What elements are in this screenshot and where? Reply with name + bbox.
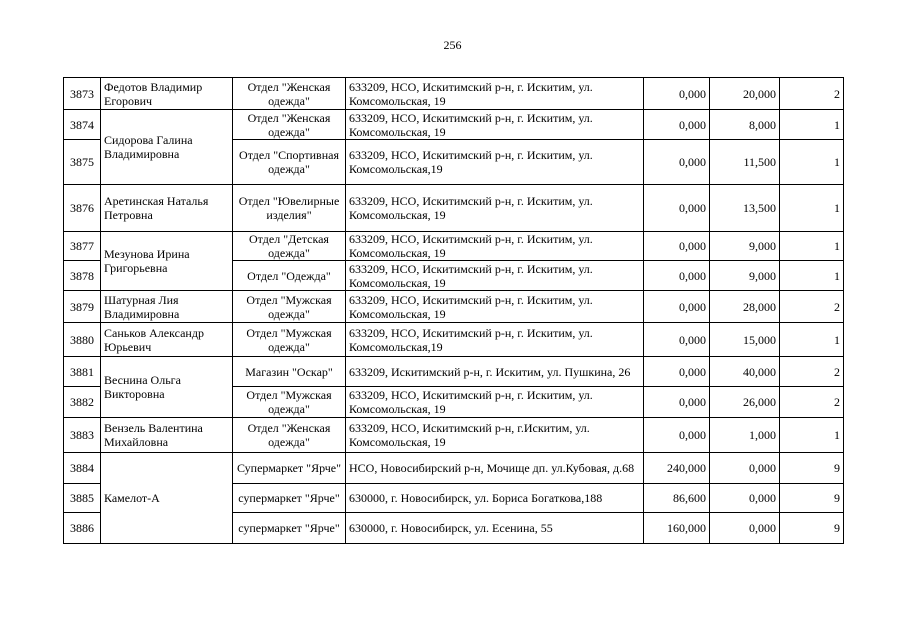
address: 633209, НСО, Искитимский р-н, г.Искитим, ул. Комсомольская, 19: [346, 418, 644, 453]
value-1: 86,600: [644, 484, 710, 513]
department: Отдел "Спортивная одежда": [233, 140, 346, 185]
address: 630000, г. Новосибирск, ул. Бориса Богаткова,188: [346, 484, 644, 513]
person-name: Аретинская Наталья Петровна: [101, 185, 233, 232]
count: 9: [780, 513, 844, 544]
page-number: 256: [443, 38, 462, 52]
department: Отдел "Мужская одежда": [233, 291, 346, 323]
row-number: 3876: [64, 185, 101, 232]
table-row: [64, 357, 844, 387]
count: 1: [780, 323, 844, 357]
value-2: 0,000: [710, 484, 780, 513]
count: 2: [780, 357, 844, 387]
value-1: 0,000: [644, 291, 710, 323]
registry-table: [63, 77, 844, 544]
count: 1: [780, 185, 844, 232]
table-row: [64, 110, 844, 140]
address: 633209, НСО, Искитимский р-н, г. Искитим, ул. Комсомольская,19: [346, 323, 644, 357]
value-1: 0,000: [644, 110, 710, 140]
department: Отдел "Мужская одежда": [233, 387, 346, 418]
person-name: Мезунова Ирина Григорьевна: [101, 232, 233, 291]
value-2: 0,000: [710, 513, 780, 544]
value-2: 26,000: [710, 387, 780, 418]
table-row: [64, 185, 844, 232]
person-name: Веснина Ольга Викторовна: [101, 357, 233, 418]
row-number: 3886: [64, 513, 101, 544]
table-row: [64, 418, 844, 453]
row-number: 3875: [64, 140, 101, 185]
count: 2: [780, 387, 844, 418]
value-1: 240,000: [644, 453, 710, 484]
table-row: [64, 323, 844, 357]
person-name: Вензель Валентина Михайловна: [101, 418, 233, 453]
row-number: 3879: [64, 291, 101, 323]
department: супермаркет "Ярче": [233, 513, 346, 544]
address: 630000, г. Новосибирск, ул. Есенина, 55: [346, 513, 644, 544]
value-1: 0,000: [644, 78, 710, 110]
row-number: 3884: [64, 453, 101, 484]
count: 9: [780, 484, 844, 513]
value-1: 0,000: [644, 140, 710, 185]
department: Отдел "Женская одежда": [233, 110, 346, 140]
table-row: [64, 453, 844, 484]
row-number: 3874: [64, 110, 101, 140]
row-number: 3873: [64, 78, 101, 110]
value-2: 0,000: [710, 453, 780, 484]
row-number: 3877: [64, 232, 101, 261]
table-row: [64, 232, 844, 261]
person-name: Федотов Владимир Егорович: [101, 78, 233, 110]
value-1: 0,000: [644, 232, 710, 261]
value-2: 20,000: [710, 78, 780, 110]
value-1: 0,000: [644, 185, 710, 232]
department: Отдел "Женская одежда": [233, 78, 346, 110]
value-1: 0,000: [644, 418, 710, 453]
value-2: 28,000: [710, 291, 780, 323]
row-number: 3881: [64, 357, 101, 387]
value-2: 9,000: [710, 232, 780, 261]
department: Отдел "Женская одежда": [233, 418, 346, 453]
count: 1: [780, 110, 844, 140]
count: 2: [780, 291, 844, 323]
person-name: Саньков Александр Юрьевич: [101, 323, 233, 357]
address: 633209, НСО, Искитимский р-н, г. Искитим, ул. Комсомольская, 19: [346, 110, 644, 140]
row-number: 3878: [64, 261, 101, 291]
department: супермаркет "Ярче": [233, 484, 346, 513]
address: 633209, НСО, Искитимский р-н, г. Искитим, ул. Комсомольская, 19: [346, 261, 644, 291]
value-2: 15,000: [710, 323, 780, 357]
value-2: 9,000: [710, 261, 780, 291]
address: НСО, Новосибирский р-н, Мочище дп. ул.Кубовая, д.68: [346, 453, 644, 484]
row-number: 3882: [64, 387, 101, 418]
department: Отдел "Одежда": [233, 261, 346, 291]
person-name: Камелот-А: [101, 453, 233, 544]
department: Отдел "Детская одежда": [233, 232, 346, 261]
address: 633209, Искитимский р-н, г. Искитим, ул. Пушкина, 26: [346, 357, 644, 387]
row-number: 3880: [64, 323, 101, 357]
value-1: 0,000: [644, 323, 710, 357]
count: 1: [780, 232, 844, 261]
person-name: Шатурная Лия Владимировна: [101, 291, 233, 323]
value-1: 160,000: [644, 513, 710, 544]
address: 633209, НСО, Искитимский р-н, г. Искитим, ул. Комсомольская, 19: [346, 185, 644, 232]
table-row: [64, 291, 844, 323]
value-1: 0,000: [644, 387, 710, 418]
department: Магазин "Оскар": [233, 357, 346, 387]
table-row: [64, 78, 844, 110]
value-2: 8,000: [710, 110, 780, 140]
count: 9: [780, 453, 844, 484]
address: 633209, НСО, Искитимский р-н, г. Искитим, ул. Комсомольская, 19: [346, 78, 644, 110]
address: 633209, НСО, Искитимский р-н, г. Искитим, ул. Комсомольская,19: [346, 140, 644, 185]
value-1: 0,000: [644, 261, 710, 291]
department: Отдел "Ювелирные изделия": [233, 185, 346, 232]
count: 1: [780, 418, 844, 453]
person-name: Сидорова Галина Владимировна: [101, 110, 233, 185]
value-2: 11,500: [710, 140, 780, 185]
count: 2: [780, 78, 844, 110]
address: 633209, НСО, Искитимский р-н, г. Искитим, ул. Комсомольская, 19: [346, 232, 644, 261]
value-2: 40,000: [710, 357, 780, 387]
department: Отдел "Мужская одежда": [233, 323, 346, 357]
value-2: 13,500: [710, 185, 780, 232]
count: 1: [780, 261, 844, 291]
department: Супермаркет "Ярче": [233, 453, 346, 484]
address: 633209, НСО, Искитимский р-н, г. Искитим, ул. Комсомольская, 19: [346, 291, 644, 323]
row-number: 3885: [64, 484, 101, 513]
count: 1: [780, 140, 844, 185]
value-2: 1,000: [710, 418, 780, 453]
row-number: 3883: [64, 418, 101, 453]
value-1: 0,000: [644, 357, 710, 387]
address: 633209, НСО, Искитимский р-н, г. Искитим, ул. Комсомольская, 19: [346, 387, 644, 418]
